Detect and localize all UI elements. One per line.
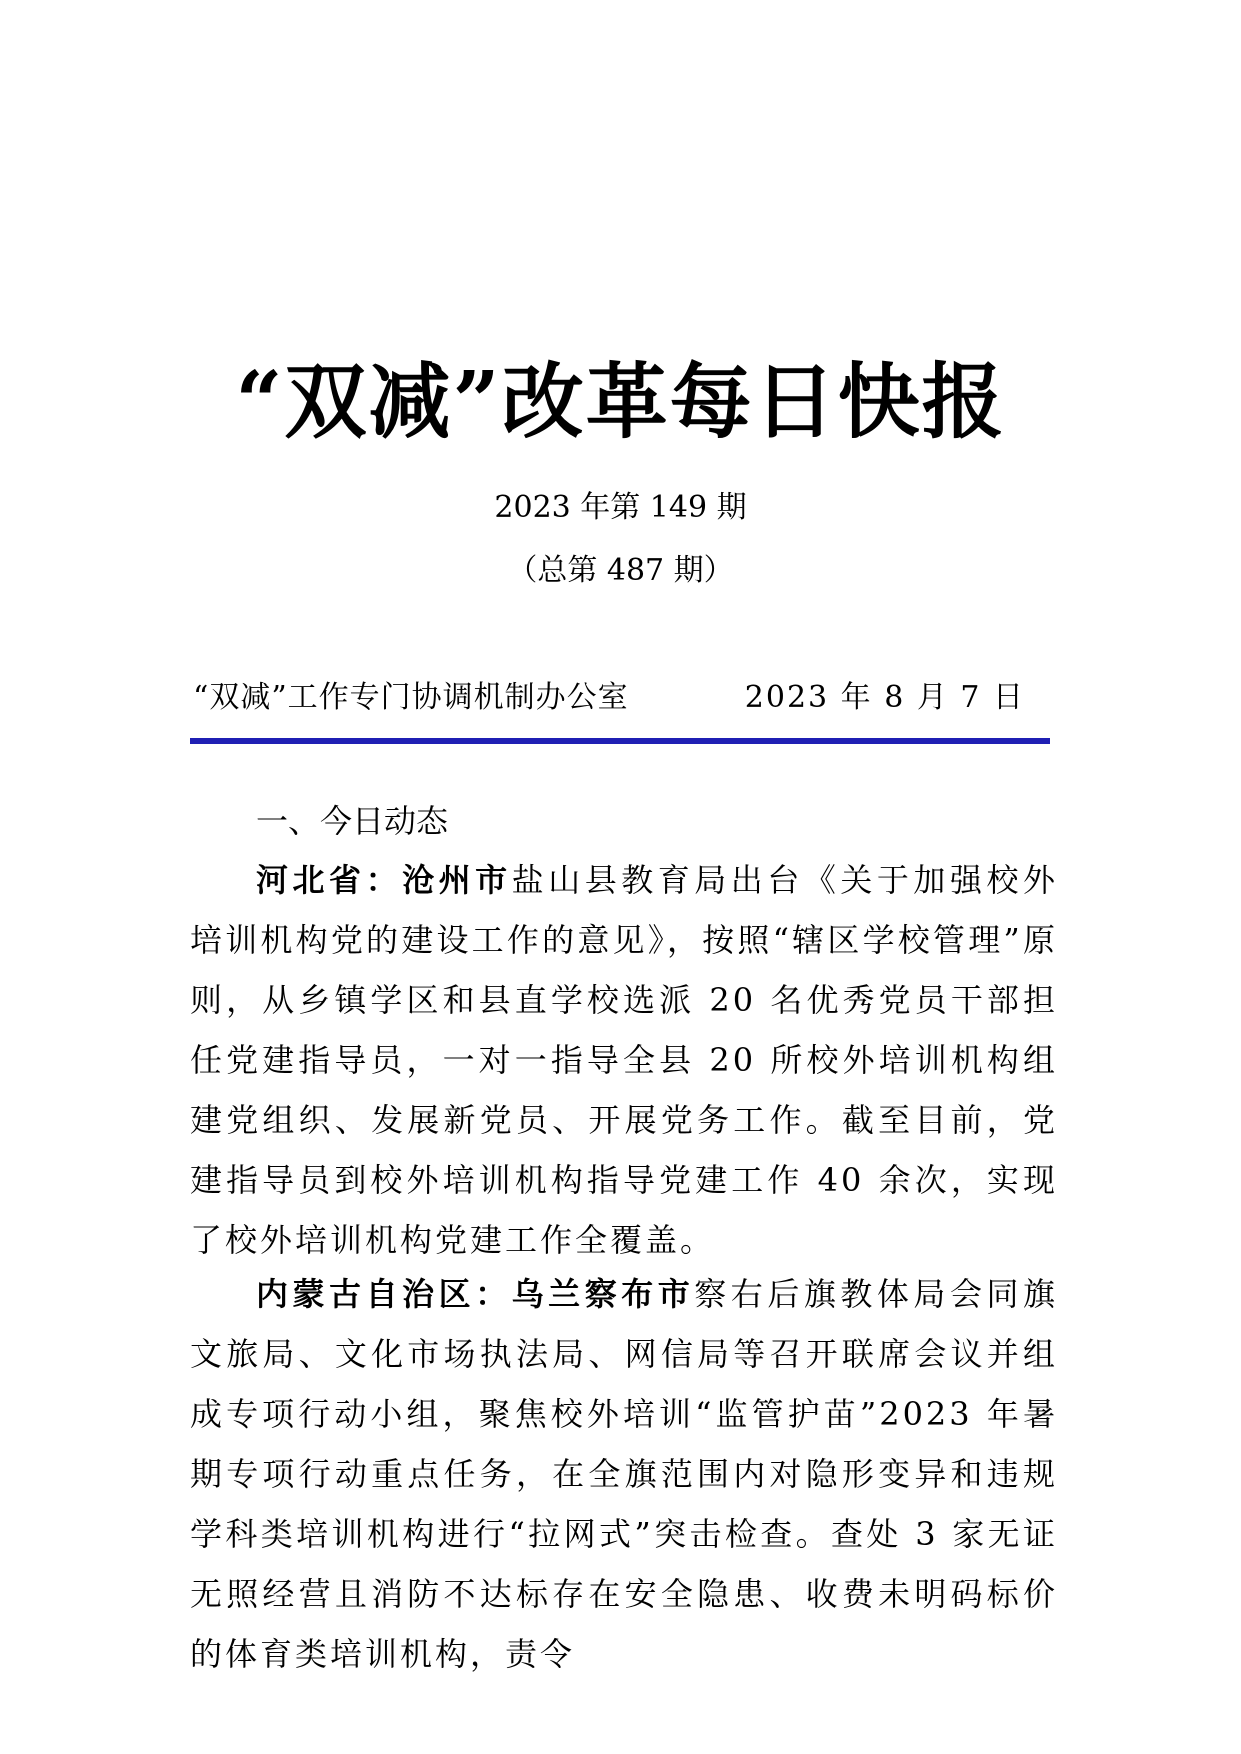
section-heading: 一、今日动态 (256, 802, 449, 840)
document-title: “双减”改革每日快报 (235, 354, 1006, 450)
paragraph-text: 察右后旗教体局会同旗文旅局、文化市场执法局、网信局等召开联席会议并组成专项行动小组，聚焦校外培训“监管护苗”2023 年暑期专项行动重点任务，在全旗范围内对隐形变异和违规学科类培训机构进行“拉网式”突击检查。查处 3 家无证无照经营且消防不达标存在安全隐患、收费未明码标价的体育类培训机构，责令 (190, 1275, 1058, 1673)
total-issue-number: （总第 487 期） (507, 553, 734, 588)
news-paragraph-hebei (190, 850, 1058, 1270)
region-label: 内蒙古自治区：乌兰察布市 (256, 1275, 695, 1313)
paragraph-text: 盐山县教育局出台《关于加强校外培训机构党的建设工作的意见》，按照“辖区学校管理”原则，从乡镇学区和县直学校选派 20 名优秀党员干部担任党建指导员，一对一指导全县 20 所校外培训机构组建党组织、发展新党员、开展党务工作。截至目前，党建指导员到校外培训机构指导党建工作 40 余次，实现了校外培训机构党建工作全覆盖。 (190, 861, 1058, 1259)
header-divider (190, 738, 1050, 744)
issue-number: 2023 年第 149 期 (494, 490, 747, 525)
news-paragraph-inner-mongolia (190, 1264, 1058, 1684)
region-label: 河北省：沧州市 (256, 861, 512, 899)
issuing-office: “双减”工作专门协调机制办公室 (193, 680, 629, 715)
issue-date: 2023 年 8 月 7 日 (744, 680, 1025, 715)
